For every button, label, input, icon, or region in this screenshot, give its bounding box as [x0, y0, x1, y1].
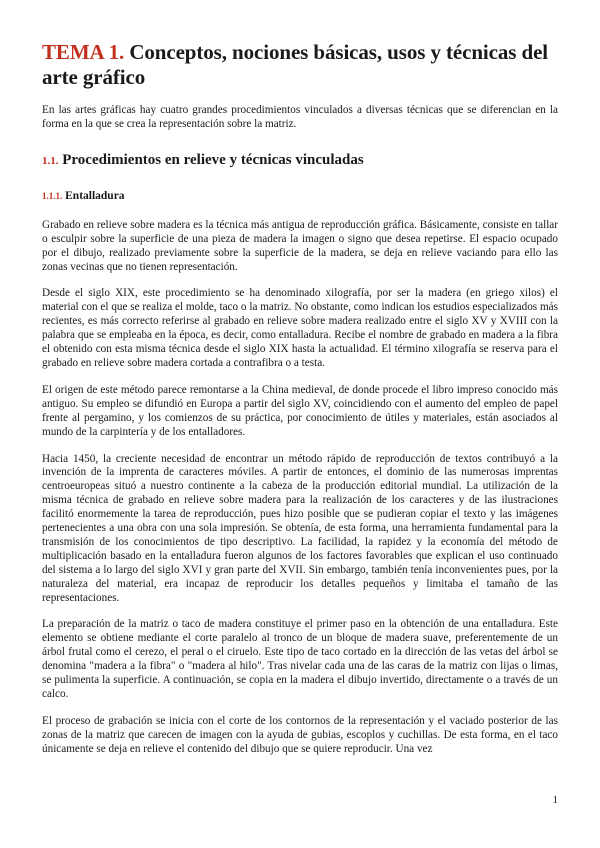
body-paragraph: El origen de este método parece remontarse a la China medieval, de donde procede el libro impreso conocido más antiguo. Su empleo se difundió en Europa a partir del siglo XV, coincidiendo con el aumento del empleo de papel frente al pergamino, y los comienzos de su práctica, por conocimiento de útiles y materiales, están asociados al mundo de la carpintería y de los entalladores.: [42, 383, 558, 438]
body-paragraph: Hacia 1450, la creciente necesidad de encontrar un método rápido de reproducción de textos contribuyó a la invención de la imprenta de caracteres móviles. A partir de entonces, el dominio de las numerosas imprentas centroeuropeas situó a nuestro continente a la cabeza de la producción editorial mundial. La utilización de la misma técnica de grabado en relieve sobre madera para la realización de los caracteres y de las ilustraciones facilitó enormemente la tarea de reproducción, pues hizo posible que se pudieran copiar el texto y las imágenes pertenecientes a una obra con una sola impresión. Se obtenía, de esta forma, una herramienta fundamental para la transmisión de los conocimientos de tipo descriptivo. La facilidad, la rapidez y la economía del método de multiplicación basado en la entalladura fueron algunos de los factores favorables que explican el uso continuado del sistema a lo largo del siglo XVI y gran parte del XVII. Sin embargo, también tenía inconvenientes pues, por la naturaleza del material, era incapaz de reproducir los detalles pequeños y limitaba el tamaño de las representaciones.: [42, 452, 558, 604]
subsection-title: Entalladura: [65, 189, 125, 202]
document-title: [42, 40, 558, 90]
section-title: Procedimientos en relieve y técnicas vinculadas: [62, 151, 364, 168]
section-heading: [42, 151, 558, 171]
body-paragraph: Grabado en relieve sobre madera es la técnica más antigua de reproducción gráfica. Básicamente, consiste en tallar o esculpir sobre la superficie de una pieza de madera la imagen o signo que desea repetirse. El espacio ocupado por el dibujo, realizado previamente sobre la superficie de la madera, se deja en relieve vaciando para ello las zonas vecinas que no tienen representación.: [42, 218, 558, 273]
title-number: TEMA 1.: [42, 40, 125, 64]
title-text: Conceptos, nociones básicas, usos y técnicas del arte gráfico: [42, 40, 549, 89]
subsection-heading: [42, 189, 558, 203]
intro-paragraph: En las artes gráficas hay cuatro grandes procedimientos vinculados a diversas técnicas que se diferencian en la forma en la que se crea la representación sobre la matriz.: [42, 104, 558, 130]
section-number: 1.1.: [42, 154, 59, 167]
body-paragraph: La preparación de la matriz o taco de madera constituye el primer paso en la obtención de una entalladura. Este elemento se obtiene mediante el corte paralelo al tronco de un bloque de madera suave, preferentemente de un árbol frutal como el cerezo, el peral o el ciruelo. Este tipo de taco cortado en la dirección de las vetas del árbol se denomina "madera a la fibra" o "madera al hilo". Tras nivelar cada una de las caras de la matriz con lijas o limas, se pulimenta la superficie. A continuación, se copia en la madera el dibujo invertido, directamente o a través de un calco.: [42, 618, 558, 700]
body-paragraph: Desde el siglo XIX, este procedimiento se ha denominado xilografía, por ser la madera (en griego xilos) el material con el que se realiza el molde, taco o la matriz. No obstante, como indican los estudios especializados más recientes, es más correcto referirse al grabado en relieve sobre madera realizado entre el siglo XV y XVIII con la palabra que se empleaba en la época, es decir, como entalladura. Recibe el nombre de grabado en madera a la fibra el obtenido con esta misma técnica desde el siglo XIX hasta la actualidad. El término xilografía se reserva para el grabado en relieve sobre madera cortada a contrafibra o a testa.: [42, 287, 558, 369]
subsection-number: 1.1.1.: [42, 190, 63, 201]
body-paragraph: El proceso de grabación se inicia con el corte de los contornos de la representación y el vaciado posterior de las zonas de la matriz que carecen de imagen con la ayuda de gubias, escoplos y cuchillas. De esta forma, en el taco únicamente se deja en relieve el contenido del dibujo que se quiere reproducir. Una vez: [42, 714, 558, 755]
page-number: 1: [552, 794, 558, 806]
